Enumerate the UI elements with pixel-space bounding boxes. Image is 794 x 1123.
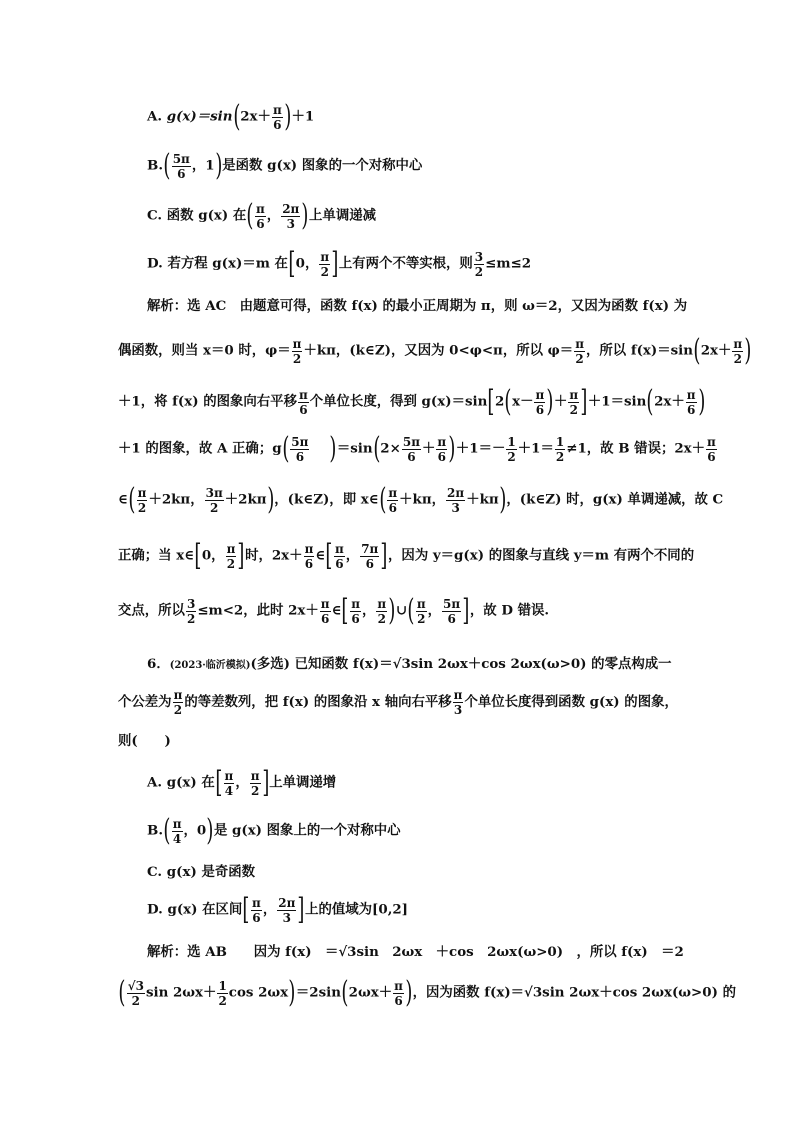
analysis-text: ∈ bbox=[315, 547, 326, 564]
option-text: 上的值域为[0,2] bbox=[305, 901, 409, 918]
question-text: 则( ) bbox=[118, 733, 171, 749]
option-text: 上单调递增 bbox=[269, 774, 337, 791]
option-label: C. bbox=[147, 864, 163, 880]
analysis-text: ＋kπ，(k∈Z)，又因为 0<φ<π，所以 φ＝ bbox=[303, 342, 574, 359]
analysis-text: ∪ bbox=[395, 602, 408, 619]
q6-option-d: D. g(x) 在区间[ $\frac{\pi}{6}$ ， $\frac{2\pi}{3}$ ]上的值域为[0,2] bbox=[147, 892, 409, 927]
option-text: ≤m≤2 bbox=[485, 255, 532, 272]
analysis-line: 正确；当 x∈[0， $\frac{\pi}{2}$ ]时，2x＋ $\frac{\pi}{6}$ ∈[ $\frac{\pi}{6}$ ， $\frac{7\pi}{6}$ ]，因为 y＝g(x) 的图象与直线 y＝m 有两个不同的 bbox=[118, 538, 695, 573]
question-text: 个单位长度得到函数 g(x) 的图象， bbox=[464, 694, 678, 710]
analysis-text: ＋1＝ bbox=[517, 440, 554, 457]
option-text: g(x) 是奇函数 bbox=[166, 864, 256, 880]
question-6-line: 个公差为 $\frac{\pi}{2}$ 的等差数列，把 f(x) 的图象沿 x 轴向右平移 $\frac{\pi}{3}$ 个单位长度得到函数 g(x) 的图象， bbox=[118, 688, 678, 717]
q6-option-a: A. g(x) 在[ $\frac{\pi}{4}$ ， $\frac{\pi}{2}$ ]上单调递增 bbox=[147, 765, 337, 800]
analysis-text: ＋1，将 f(x) 的图象向右平移 bbox=[118, 393, 297, 410]
option-text: g(x) 在 bbox=[166, 774, 215, 791]
analysis-text: ，故 D 错误. bbox=[469, 602, 550, 619]
option-text: 函数 g(x) 在 bbox=[166, 207, 247, 224]
analysis-text: ≤m<2，此时 2x＋ bbox=[197, 602, 319, 619]
option-text: g(x)＝sin bbox=[166, 108, 233, 125]
analysis-text: ，因为 y＝g(x) 的图象与直线 y＝m 有两个不同的 bbox=[388, 547, 695, 564]
analysis-text: ，(k∈Z)，即 x∈ bbox=[274, 491, 379, 508]
analysis-line: 偶函数，则当 x＝0 时，φ＝ $\frac{\pi}{2}$ ＋kπ，(k∈Z)，又因为 0<φ<π，所以 φ＝ $\frac{\pi}{2}$ ，所以 f(x)＝sin(2x＋ $\frac{\pi}{2}$ ) bbox=[118, 333, 752, 368]
option-label: D. bbox=[147, 255, 163, 272]
analysis2-line bbox=[147, 941, 684, 960]
analysis-text: ≠1，故 B 错误；2x＋ bbox=[566, 440, 706, 457]
question-source: (2023·临沂模拟) bbox=[169, 660, 251, 671]
analysis-text: 正确；当 x∈ bbox=[118, 547, 195, 564]
analysis-text: ＝2sin bbox=[295, 984, 341, 1001]
analysis-text: ＋1＝sin bbox=[587, 393, 647, 410]
analysis-text: 解析：选 AC 由题意可得，函数 f(x) 的最小正周期为 π，则 ω＝2，又因为函数 f(x) 为 bbox=[147, 298, 688, 314]
analysis-line bbox=[147, 295, 687, 314]
q6-option-b: B.( $\frac{\pi}{4}$ ，0)是 g(x) 图象上的一个对称中心 bbox=[147, 813, 401, 848]
question-6-line bbox=[147, 653, 672, 672]
analysis-text: ，所以 f(x)＝sin bbox=[585, 342, 693, 359]
analysis-text: cos 2ωx bbox=[228, 984, 289, 1001]
analysis-text: ，因为函数 f(x)＝√3sin 2ωx＋cos 2ωx(ω>0) 的 bbox=[412, 984, 736, 1001]
option-label: B. bbox=[147, 822, 163, 839]
analysis-text: ＋1＝－ bbox=[455, 440, 506, 457]
q6-option-c bbox=[147, 861, 255, 880]
analysis-text: 解析：选 AB 因为 f(x) ＝√3sin 2ωx ＋cos 2ωx(ω>0) ，所以 f(x) ＝2 bbox=[147, 944, 684, 960]
option-text: 上有两个不等实根，则 bbox=[338, 255, 473, 272]
question-text: 个公差为 bbox=[118, 694, 172, 710]
analysis-text: ＝sin bbox=[336, 440, 373, 457]
option-label: D. bbox=[147, 901, 163, 918]
analysis-text: ∈ bbox=[331, 602, 342, 619]
analysis2-line: ( $\frac{√3}{2}$ sin 2ωx＋ $\frac{1}{2}$ cos 2ωx)＝2sin(2ωx＋ $\frac{\pi}{6}$ )，因为函数 f(x)＝√3sin 2ωx＋cos 2ωx(ω>0) 的 bbox=[118, 975, 736, 1010]
analysis-text: sin 2ωx＋ bbox=[145, 984, 217, 1001]
analysis-text: ∈ bbox=[118, 491, 128, 508]
option-text: g(x) 在区间 bbox=[167, 901, 243, 918]
option-label: A. bbox=[147, 774, 163, 791]
option-text: 上单调递减 bbox=[309, 207, 376, 224]
option-c: C. 函数 g(x) 在( $\frac{\pi}{6}$ ， $\frac{2\pi}{3}$ )上单调递减 bbox=[147, 198, 376, 233]
analysis-text: 偶函数，则当 x＝0 时，φ＝ bbox=[118, 342, 291, 359]
option-label: A. bbox=[147, 108, 163, 125]
analysis-line: ＋1 的图象，故 A 正确；g( $\frac{5\pi}{6}$ )＝sin(2× $\frac{5\pi}{6}$ ＋ $\frac{\pi}{6}$ )＋1＝－ $\frac{1}{2}$ ＋1＝ $\frac{1}{2}$ ≠1，故 B 错误；2x＋ $\frac{\pi}{6}$ bbox=[118, 431, 716, 466]
question-number: 6． bbox=[147, 656, 170, 672]
option-text: 是函数 g(x) 图象的一个对称中心 bbox=[222, 157, 423, 174]
question-6-line bbox=[118, 730, 171, 749]
analysis-text: ，(k∈Z) 时，g(x) 单调递减，故 C bbox=[506, 491, 724, 508]
analysis-text: ＋1 的图象，故 A 正确；g bbox=[118, 440, 282, 457]
option-label: B. bbox=[147, 157, 163, 174]
option-b: B.( $\frac{5\pi}{6}$ ，1)是函数 g(x) 图象的一个对称中心 bbox=[147, 148, 423, 183]
analysis-line: ∈( $\frac{\pi}{2}$ ＋2kπ， $\frac{3\pi}{2}$ ＋2kπ)，(k∈Z)，即 x∈( $\frac{\pi}{6}$ ＋kπ， $\frac{2\pi}{3}$ ＋kπ)，(k∈Z) 时，g(x) 单调递减，故 C bbox=[118, 482, 724, 517]
option-label: C. bbox=[147, 207, 163, 224]
analysis-line: 交点，所以 $\frac{3}{2}$ ≤m<2，此时 2x＋ $\frac{\pi}{6}$ ∈[ $\frac{\pi}{6}$ ， $\frac{\pi}{2}$ )∪( $\frac{\pi}{2}$ ， $\frac{5\pi}{6}$ ]，故 D 错误. bbox=[118, 593, 550, 628]
question-text: (多选) 已知函数 f(x)＝√3sin 2ωx＋cos 2ωx(ω>0) 的零点构成一 bbox=[250, 656, 672, 672]
option-text: 是 g(x) 图象上的一个对称中心 bbox=[213, 822, 401, 839]
analysis-text: 时，2x＋ bbox=[245, 547, 303, 564]
analysis-text: 交点，所以 bbox=[118, 602, 185, 619]
question-text: 的等差数列，把 f(x) 的图象沿 x 轴向右平移 bbox=[184, 694, 452, 710]
option-a: A. g(x)＝sin(2x＋ $\frac{\pi}{6}$ )＋1 bbox=[147, 99, 315, 134]
analysis-line: ＋1，将 f(x) 的图象向右平移 $\frac{\pi}{6}$ 个单位长度，得到 g(x)＝sin[2(x－ $\frac{\pi}{6}$ )＋ $\frac{\pi}{2}$ ]＋1＝sin(2x＋ $\frac{\pi}{6}$ ) bbox=[118, 384, 705, 419]
option-text: ＋1 bbox=[291, 108, 315, 125]
analysis-text: 个单位长度，得到 g(x)＝sin bbox=[309, 393, 488, 410]
option-d: D. 若方程 g(x)＝m 在[0， $\frac{\pi}{2}$ ]上有两个不等实根，则 $\frac{3}{2}$ ≤m≤2 bbox=[147, 246, 532, 281]
option-text: 若方程 g(x)＝m 在 bbox=[167, 255, 288, 272]
